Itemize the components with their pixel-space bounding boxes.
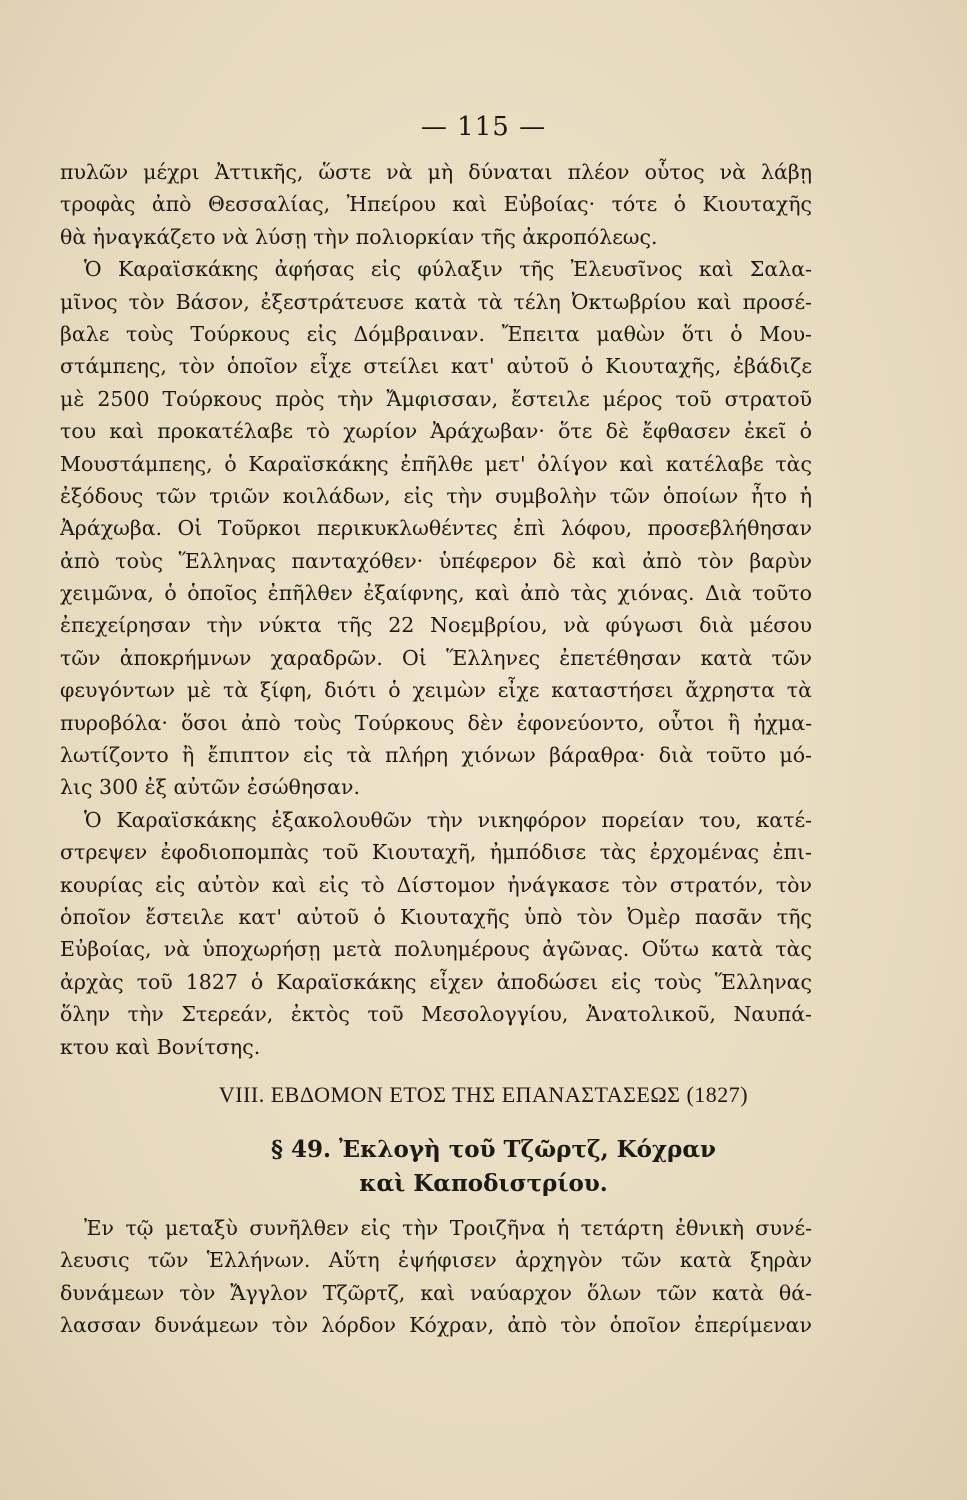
- subsection-title-line: § 49. Ἐκλογὴ τοῦ Τζῶρτζ, Κόχραν: [270, 1136, 717, 1163]
- text-line: Ὁ Καραϊσκάκης ἀφήσας εἰς φύλαξιν τῆς Ἐλευσῖνος καὶ Σαλα-: [84, 257, 812, 282]
- text-line: Ὁ Καραϊσκάκης ἐξακολουθῶν τὴν νικηφόρον πορείαν του, κατέ-: [84, 807, 812, 832]
- text-line: ἐπεχείρησαν τὴν νύκτα τῆς 22 Νοεμβρίου, νὰ φύγωσι διὰ μέσου: [60, 613, 812, 638]
- text-line: χειμῶνα, ὁ ὁποῖος ἐπῆλθεν ἐξαίφνης, καὶ ἀπὸ τὰς χιόνας. Διὰ τοῦτο: [60, 581, 812, 606]
- text-line: λασσαν δυνάμεων τὸν λόρδον Κόχραν, ἀπὸ τὸν ὁποῖον ἐπερίμεναν: [60, 1313, 812, 1338]
- text-line: Ἀράχωβα. Οἱ Τοῦρκοι περικυκλωθέντες ἐπὶ λόφου, προσεβλήθησαν: [60, 516, 812, 541]
- text-line: φευγόντων μὲ τὰ ξίφη, διότι ὁ χειμὼν εἶχε καταστήσει ἄχρηστα τὰ: [60, 678, 812, 703]
- text-line: Εὐβοίας, νὰ ὑποχωρήσῃ μετὰ πολυημέρους ἀγῶνας. Οὕτω κατὰ τὰς: [60, 937, 812, 962]
- text-line: Ἐν τῷ μεταξὺ συνῆλθεν εἰς τὴν Τροιζῆνα ἡ τετάρτη ἐθνικὴ συνέ-: [84, 1216, 812, 1240]
- text-line: κτου καὶ Βονίτσης.: [60, 1034, 261, 1059]
- text-line: ὅλην τὴν Στερεάν, ἐκτὸς τοῦ Μεσολογγίου, Ἀνατολικοῦ, Ναυπά-: [60, 1002, 812, 1027]
- text-line: ἀπὸ τοὺς Ἕλληνας πανταχόθεν· ὑπέφερον δὲ καὶ ἀπὸ τὸν βαρὺν: [60, 548, 812, 573]
- text-line: μῖνος τὸν Βάσον, ἐξεστράτευσε κατὰ τὰ τέλη Ὀκτωβρίου καὶ προσέ-: [60, 289, 812, 314]
- text-line: πυροβόλα· ὅσοι ἀπὸ τοὺς Τούρκους δὲν ἐφονεύοντο, οὗτοι ἢ ἠχμα-: [60, 710, 812, 735]
- text-line: λευσις τῶν Ἑλλήνων. Αὕτη ἐψήφισεν ἀρχηγὸν τῶν κατὰ ξηρὰν: [60, 1248, 812, 1273]
- text-line: του καὶ προκατέλαβε τὸ χωρίον Ἀράχωβαν· ὅτε δὲ ἔφθασεν ἐκεῖ ὁ: [60, 419, 812, 444]
- text-line: δυνάμεων τὸν Ἄγγλον Τζῶρτζ, καὶ ναύαρχον ὅλων τῶν κατὰ θά-: [60, 1280, 812, 1305]
- text-line: τῶν ἀποκρήμνων χαραδρῶν. Οἱ Ἕλληνες ἐπετέθησαν κατὰ τῶν: [60, 645, 812, 670]
- text-line: λωτίζοντο ἢ ἔπιπτον εἰς τὰ πλήρη χιόνων βάραθρα· διὰ τοῦτο μό-: [60, 743, 812, 768]
- text-line: ὁποῖον ἔστειλε κατ' αὐτοῦ ὁ Κιουταχῆς ὑπὸ τὸν Ὀμὲρ πασᾶν τῆς: [60, 904, 812, 929]
- text-line: τροφὰς ἀπὸ Θεσσαλίας, Ἠπείρου καὶ Εὐβοίας· τότε ὁ Κιουταχῆς: [60, 192, 812, 217]
- text-line: Μουστάμπεης, ὁ Καραϊσκάκης ἐπῆλθε μετ' ὀλίγον καὶ κατέλαβε τὰς: [60, 451, 812, 476]
- section-text: [60, 1212, 812, 1342]
- text-line: κουρίας εἰς αὐτὸν καὶ εἰς τὸ Δίστομον ἠνάγκασε τὸν στρατόν, τὸν: [60, 872, 812, 897]
- page-number: — 115 —: [420, 112, 547, 142]
- text-line: βαλε τοὺς Τούρκους εἰς Δόμβραιναν. Ἔπειτα μαθὼν ὅτι ὁ Μου-: [60, 321, 812, 346]
- text-line: πυλῶν μέχρι Ἀττικῆς, ὥστε νὰ μὴ δύναται πλέον οὗτος νὰ λάβῃ: [60, 160, 812, 184]
- subsection-title-line: καὶ Καποδιστρίου.: [359, 1170, 608, 1197]
- main-text: [60, 156, 812, 1063]
- text-line: ἐξόδους τῶν τριῶν κοιλάδων, εἰς τὴν συμβολὴν τῶν ὁποίων ἦτο ἡ: [60, 483, 812, 508]
- text-line: ἀρχὰς τοῦ 1827 ὁ Καραϊσκάκης εἶχεν ἀποδώσει εἰς τοὺς Ἕλληνας: [60, 969, 812, 994]
- text-line: θὰ ἠναγκάζετο νὰ λύσῃ τὴν πολιορκίαν τῆς ἀκροπόλεως.: [60, 224, 658, 249]
- text-line: μὲ 2500 Τούρκους πρὸς τὴν Ἄμφισσαν, ἔστειλε μέρος τοῦ στρατοῦ: [60, 386, 812, 411]
- text-line: στάμπεης, τὸν ὁποῖον εἶχε στείλει κατ' αὐτοῦ ὁ Κιουταχῆς, ἐβάδιζε: [60, 354, 812, 379]
- section-heading: VIII. ΕΒΔΟΜΟΝ ΕΤΟΣ ΤΗΣ ΕΠΑΝΑΣΤΑΣΕΩΣ (1827): [218, 1082, 749, 1107]
- text-line: στρεψεν ἐφοδιοπομπὰς τοῦ Κιουταχῆ, ἠμπόδισε τὰς ἐρχομένας ἐπι-: [60, 840, 812, 865]
- subsection-title: [0, 1133, 967, 1201]
- text-line: λις 300 ἐξ αὐτῶν ἐσώθησαν.: [60, 775, 360, 800]
